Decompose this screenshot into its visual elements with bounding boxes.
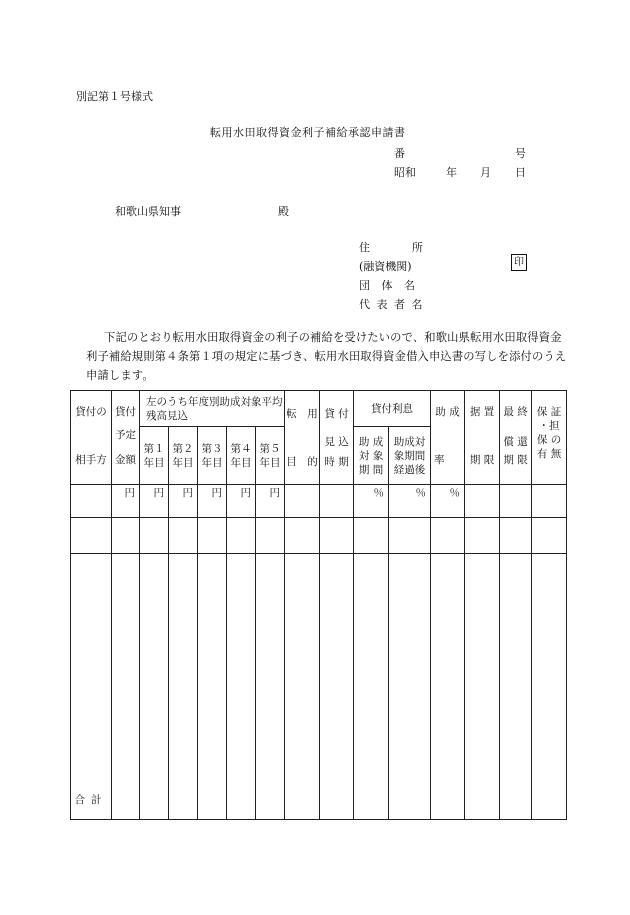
- header-subsidy-rate: 助 成 率: [431, 391, 465, 485]
- date-day: 日: [515, 166, 526, 179]
- cell[interactable]: [285, 554, 320, 820]
- unit-yen[interactable]: 円: [112, 485, 140, 518]
- cell[interactable]: [169, 554, 198, 820]
- header-guarantee: 保 証 ・担 保 の 有 無: [532, 391, 567, 485]
- unit-percent[interactable]: ％: [389, 485, 431, 518]
- cell[interactable]: [227, 518, 256, 554]
- cell[interactable]: [320, 518, 354, 554]
- cell[interactable]: [140, 518, 169, 554]
- cell[interactable]: [285, 518, 320, 554]
- date-era: 昭和: [394, 166, 416, 179]
- cell[interactable]: [227, 554, 256, 820]
- cell-final-repayment[interactable]: [500, 485, 532, 518]
- group-name-label: 団 体 名: [359, 279, 419, 292]
- unit-yen[interactable]: 円: [198, 485, 227, 518]
- cell[interactable]: [198, 518, 227, 554]
- number-suffix: 号: [515, 147, 526, 160]
- header-year-3: 第３ 年目: [198, 427, 227, 485]
- cell[interactable]: [431, 554, 465, 820]
- table-row: [71, 485, 567, 518]
- header-deferment: 据 置 期 限: [465, 391, 500, 485]
- header-timing: 貸 付 見 込 時 期: [320, 391, 354, 485]
- honorific: 殿: [278, 205, 289, 218]
- header-interest-sub2: 助成対 象期間 経過後: [389, 427, 431, 485]
- unit-percent[interactable]: ％: [431, 485, 465, 518]
- total-label: 合計: [71, 554, 112, 820]
- cell[interactable]: [354, 554, 389, 820]
- cell-deferment[interactable]: [465, 485, 500, 518]
- header-amount: 貸付 予定 金額: [112, 391, 140, 485]
- application-table: [70, 390, 567, 820]
- cell[interactable]: [140, 554, 169, 820]
- cell[interactable]: [389, 518, 431, 554]
- header-year-2: 第２ 年目: [169, 427, 198, 485]
- form-title: 転用水田取得資金利子補給承認申請書: [210, 126, 406, 139]
- cell[interactable]: [71, 518, 112, 554]
- cell[interactable]: [256, 554, 285, 820]
- header-purpose: 転 用 目 的: [285, 391, 320, 485]
- addressee: 和歌山県知事: [115, 205, 181, 218]
- cell[interactable]: [112, 518, 140, 554]
- cell-timing[interactable]: [320, 485, 354, 518]
- unit-yen[interactable]: 円: [227, 485, 256, 518]
- cell[interactable]: [320, 554, 354, 820]
- cell[interactable]: [500, 518, 532, 554]
- cell[interactable]: [500, 554, 532, 820]
- unit-yen[interactable]: 円: [140, 485, 169, 518]
- unit-yen[interactable]: 円: [169, 485, 198, 518]
- number-prefix: 番: [394, 147, 405, 160]
- header-lender: 貸付の 相手方: [71, 391, 112, 485]
- cell[interactable]: [465, 554, 500, 820]
- institution-label: (融資機関): [359, 260, 412, 273]
- header-interest-group: 貸付利息: [354, 391, 431, 427]
- representative-label: 代 表 者 名: [359, 298, 424, 311]
- header-year-5: 第５ 年目: [256, 427, 285, 485]
- header-interest-sub1: 助 成 対 象 期 間: [354, 427, 389, 485]
- unit-percent[interactable]: ％: [354, 485, 389, 518]
- total-row: [71, 554, 567, 820]
- cell[interactable]: [198, 554, 227, 820]
- seal-mark: 印: [511, 254, 527, 271]
- cell[interactable]: [532, 518, 567, 554]
- body-text: 下記のとおり転用水田取得資金の利子の補給を受けたいので、和歌山県転用水田取得資金利子補給規則第４条第１項の規定に基づき、転用水田取得資金借入申込書の写しを添付のうえ申請します。: [86, 331, 567, 382]
- unit-yen[interactable]: 円: [256, 485, 285, 518]
- table-row: [71, 518, 567, 554]
- date-month: 月: [480, 166, 491, 179]
- header-year-4: 第４ 年目: [227, 427, 256, 485]
- cell[interactable]: [389, 554, 431, 820]
- address-label-a: 住: [359, 241, 370, 254]
- cell[interactable]: [256, 518, 285, 554]
- cell[interactable]: [431, 518, 465, 554]
- cell[interactable]: [354, 518, 389, 554]
- header-final-repayment: 最 終 償 還 期 限: [500, 391, 532, 485]
- cell[interactable]: [169, 518, 198, 554]
- cell-guarantee[interactable]: [532, 485, 567, 518]
- date-year: 年: [446, 166, 457, 179]
- address-label-b: 所: [412, 241, 423, 254]
- cell-lender[interactable]: [71, 485, 112, 518]
- cell[interactable]: [532, 554, 567, 820]
- header-year-1: 第１ 年目: [140, 427, 169, 485]
- cell-purpose[interactable]: [285, 485, 320, 518]
- cell[interactable]: [112, 554, 140, 820]
- cell[interactable]: [465, 518, 500, 554]
- form-id: 別記第１号様式: [76, 90, 153, 103]
- header-balance-group: 左のうち年度別助成対象平均残高見込: [140, 391, 285, 427]
